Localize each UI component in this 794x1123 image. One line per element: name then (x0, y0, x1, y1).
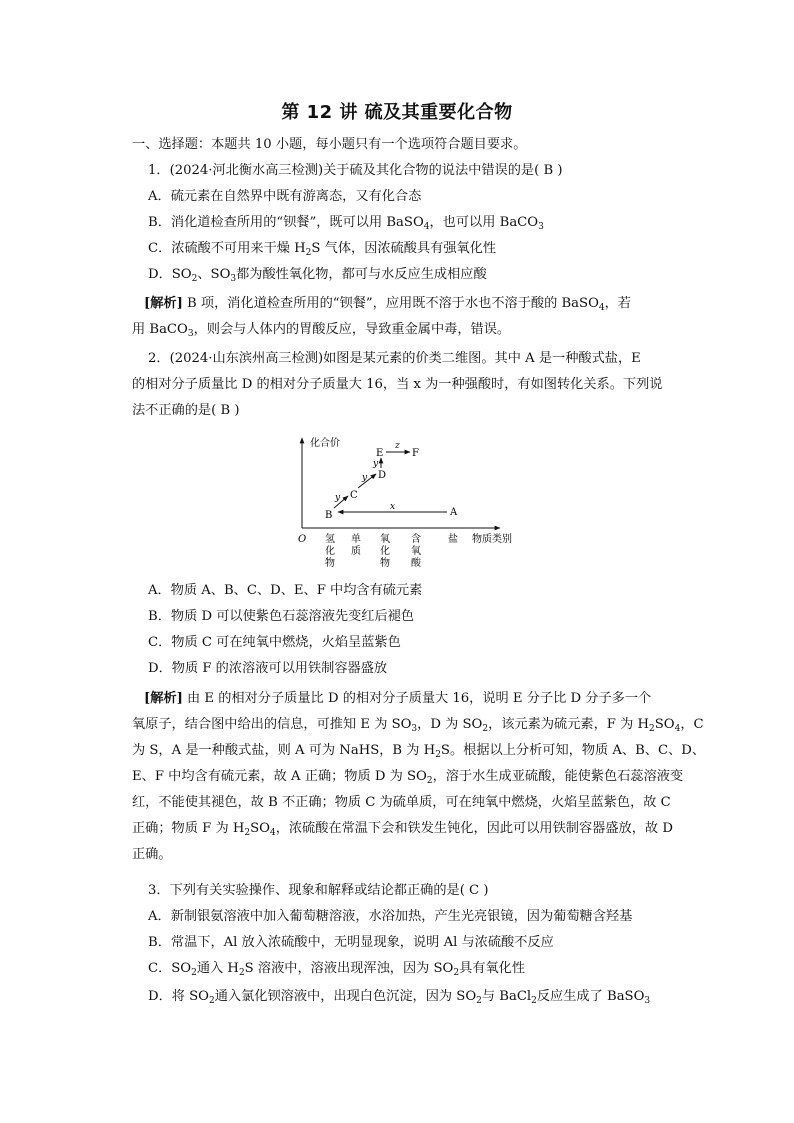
q2-option-a: A．物质 A、B、C、D、E、F 中均含有硫元素 (148, 583, 423, 598)
q2-analysis-line2: 氧原子，结合图中给出的信息，可推知 E 为 $SO_3$，D 为 $SO_2$，该元素为硫元素，F 为 $H_2SO_4$，C (132, 717, 704, 734)
analysis-label: [解析] (144, 296, 183, 311)
page-title: 第 12 讲 硫及其重要化合物 (281, 102, 513, 123)
arrow-label-bc: y (335, 493, 341, 503)
valence-class-diagram (282, 430, 532, 575)
q2-analysis-line6: 正确；物质 F 为 $H_2SO_4$，浓硫酸在常温下会和铁发生钝化，因此可以用铁制容器盛放，故 D (132, 821, 673, 838)
q1-option-b: B．消化道检查所用的“钡餐”，既可以用 BaSO$_4$，也可以用 BaCO$_3$ (148, 215, 544, 232)
q2-option-d: D．物质 F 的浓溶液可以用铁制容器盛放 (148, 661, 388, 676)
q1-analysis-line2: 用 BaCO$_3$，则会与人体内的胃酸反应，导致重金属中毒，错误。 (132, 322, 511, 339)
y-axis-label: 化合价 (310, 438, 340, 449)
q3-option-a: A．新制银氨溶液中加入葡萄糖溶液，水浴加热，产生光亮银镜，因为葡萄糖含羟基 (148, 909, 633, 924)
x-tick-element: 单质 (351, 534, 361, 557)
q1-stem: 1．(2024·河北衡水高三检测)关于硫及其化合物的说法中错误的是( B ) (148, 163, 563, 178)
arrow-label-de: y (373, 459, 379, 469)
arrow-label-ab: x (390, 502, 396, 512)
q2-analysis-line3: 为 S，A 是一种酸式盐，则 A 可为 NaHS，B 为 $H_2S$。根据以上分析可知，物质 A、B、C、D、 (132, 743, 706, 760)
point-b: B (325, 510, 333, 521)
x-tick-oxide: 氧化物 (380, 534, 390, 569)
point-e: E (376, 448, 384, 459)
q2-analysis-line4: E、F 中均含有硫元素，故 A 正确；物质 D 为 $SO_2$，溶于水生成亚硫酸，能使紫色石蕊溶液变 (132, 769, 684, 786)
q2-analysis-line7: 正确。 (132, 847, 172, 862)
x-tick-oxyacid: 含氧酸 (411, 534, 421, 569)
point-f: F (412, 448, 419, 459)
x-tick-salt: 盐 (448, 534, 458, 545)
q3-option-c: C．$SO_2$通入 $H_2S$ 溶液中，溶液出现浑浊，因为 $SO_2$具有氧化性 (148, 961, 526, 978)
q1-option-c: C．浓硫酸不可用来干燥 $H_2S$ 气体，因浓硫酸具有强氧化性 (148, 241, 497, 258)
arrow-label-cd: y (362, 473, 368, 483)
q1-option-a: A．硫元素在自然界中既有游离态，又有化合态 (148, 189, 422, 204)
section-header: 一、选择题：本题共 10 小题，每小题只有一个选项符合题目要求。 (132, 137, 527, 152)
q2-option-b: B．物质 D 可以使紫色石蕊溶液先变红后褪色 (148, 609, 415, 624)
q2-analysis-line5: 红，不能使其褪色，故 B 不正确；物质 C 为硫单质，可在纯氧中燃烧，火焰呈蓝紫色，故 C (132, 795, 671, 810)
q2-stem-line2: 的相对分子质量比 D 的相对分子质量大 16，当 x 为一种强酸时，有如图转化关系。下列说 (132, 377, 663, 392)
q1-analysis-line1: [解析] B 项，消化道检查所用的“钡餐”，应用既不溶于水也不溶于酸的 BaSO$_4$，若 (144, 296, 631, 313)
arrow-label-ef: z (395, 441, 400, 451)
x-axis-label: 物质类别 (472, 534, 512, 545)
x-tick-hydride: 氢化物 (325, 534, 335, 569)
q2-option-c: C．物质 C 可在纯氧中燃烧，火焰呈蓝紫色 (148, 635, 401, 650)
point-a: A (450, 507, 458, 518)
q3-option-d: D．将 $SO_2$通入氯化钡溶液中，出现白色沉淀，因为 $SO_2$与 BaCl$_2$反应生成了 BaSO$_3$ (148, 989, 651, 1006)
origin-label: O (298, 534, 307, 545)
q2-stem-line1: 2．(2024·山东滨州高三检测)如图是某元素的价类二维图。其中 A 是一种酸式盐，E (148, 351, 641, 366)
q3-option-b: B．常温下，Al 放入浓硫酸中，无明显现象，说明 Al 与浓硫酸不反应 (148, 935, 554, 950)
q2-stem-line3: 法不正确的是( B ) (132, 403, 240, 418)
q3-stem: 3．下列有关实验操作、现象和解释或结论都正确的是( C ) (148, 883, 489, 898)
q1-option-d: D．$SO_2$、$SO_3$都为酸性氧化物，都可与水反应生成相应酸 (148, 267, 487, 284)
point-c: C (350, 490, 358, 501)
point-d: D (378, 470, 387, 481)
q2-analysis-line1: [解析] 由 E 的相对分子质量比 D 的相对分子质量大 16，说明 E 分子比 D 分子多一个 (144, 691, 652, 706)
